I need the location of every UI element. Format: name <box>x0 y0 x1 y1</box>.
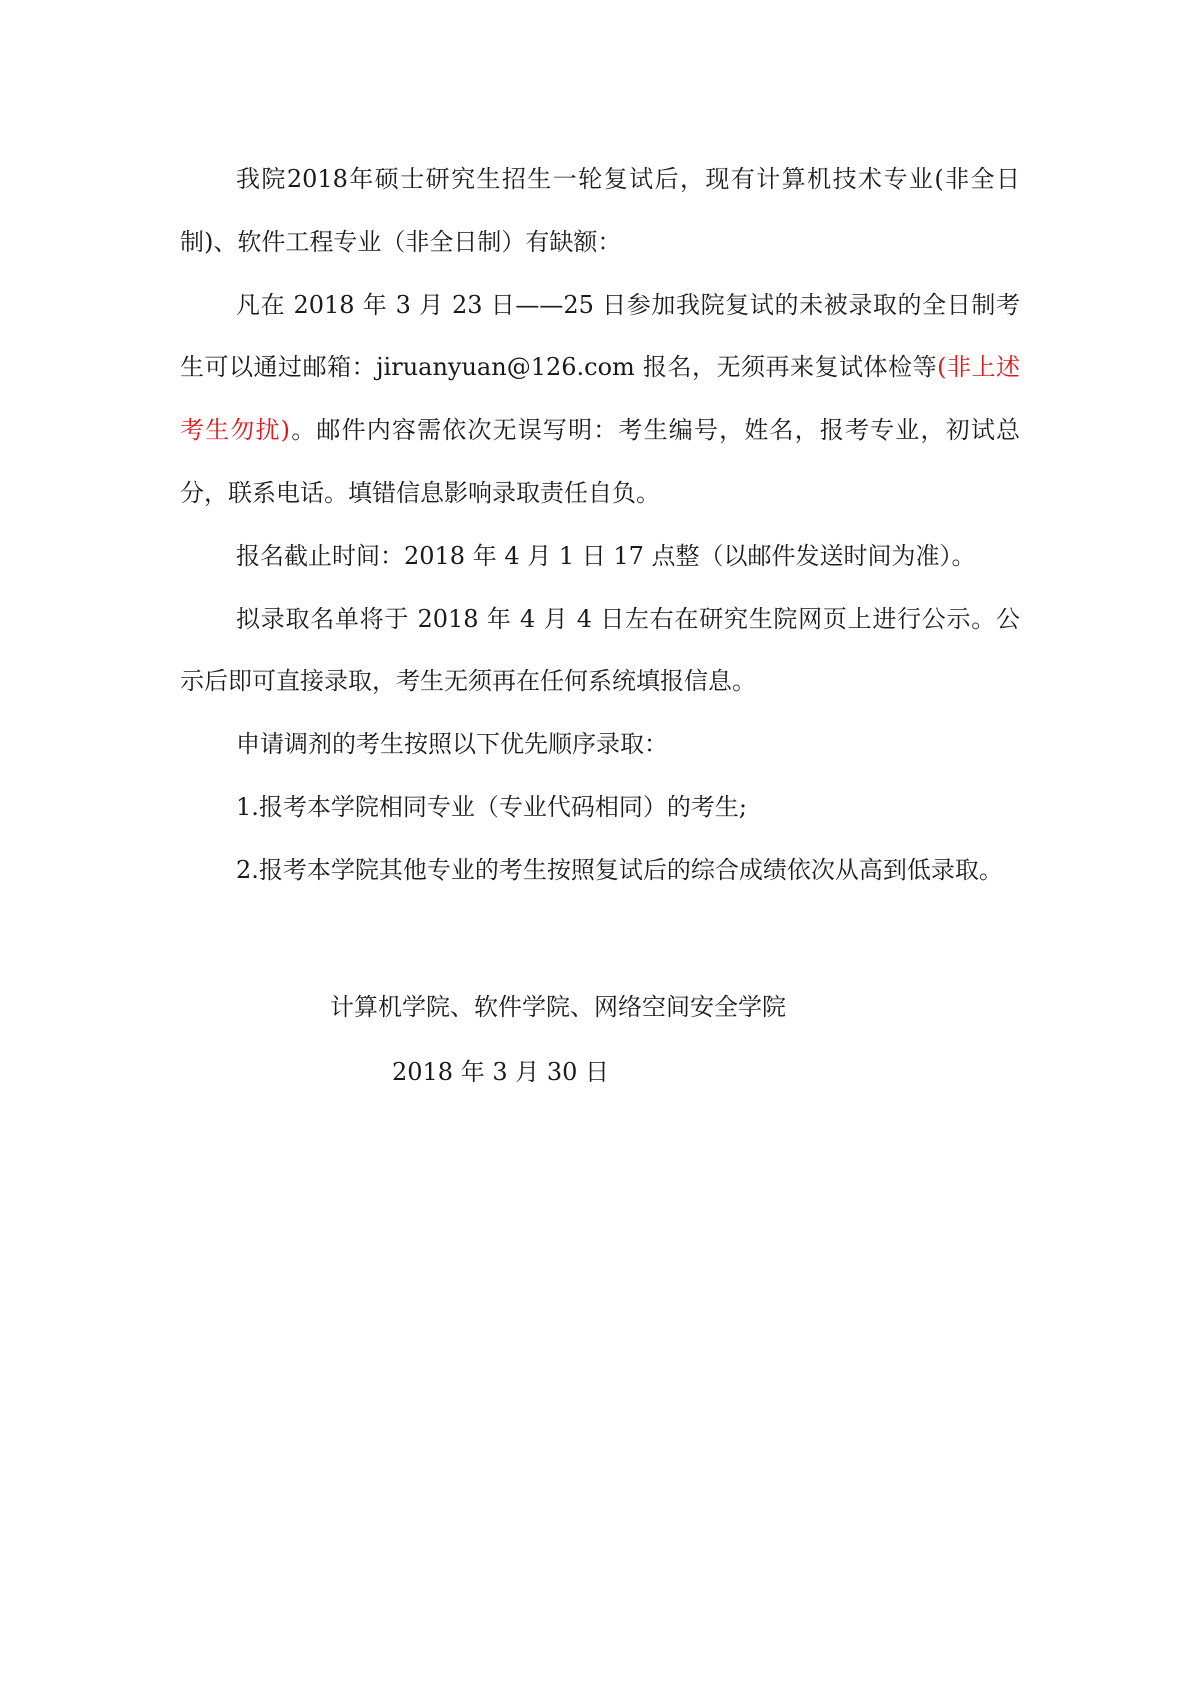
list-item-priority-1: 1.报考本学院相同专业（专业代码相同）的考生; <box>236 792 747 821</box>
signature-institution: 计算机学院、软件学院、网络空间安全学院 <box>330 993 786 1021</box>
list-item-priority-2: 2.报考本学院其他专业的考生按照复试后的综合成绩依次从高到低录取。 <box>236 855 1003 884</box>
paragraph-vacancy-intro: 我院2018年硕士研究生招生一轮复试后，现有计算机技术专业(非全日制)、软件工程专业（非全日制）有缺额： <box>180 165 1020 256</box>
notice-body <box>180 148 1020 902</box>
signature-date: 2018 年 3 月 30 日 <box>392 1058 610 1086</box>
paragraph-application-method <box>180 274 1020 525</box>
paragraph-deadline: 报名截止时间：2018 年 4 月 1 日 17 点整（以邮件发送时间为准）。 <box>236 541 976 570</box>
paragraph-publication: 拟录取名单将于 2018 年 4 月 4 日左右在研究生院网页上进行公示。公示后即可直接录取，考生无须再在任何系统填报信息。 <box>180 604 1020 696</box>
paragraph-priority-intro: 申请调剂的考生按照以下优先顺序录取： <box>236 730 668 759</box>
warning-note-red: (非上述考生勿扰) <box>180 353 1020 445</box>
application-method-requirements: 。邮件内容需依次无误写明：考生编号，姓名，报考专业，初试总分，联系电话。填错信息影响录取责任自负。 <box>180 416 1020 507</box>
application-method-text: 凡在 2018 年 3 月 23 日——25 日参加我院复试的未被录取的全日制考生可以通过邮箱：jiruanyuan@126.com 报名，无须再来复试体检等 <box>180 290 1020 382</box>
